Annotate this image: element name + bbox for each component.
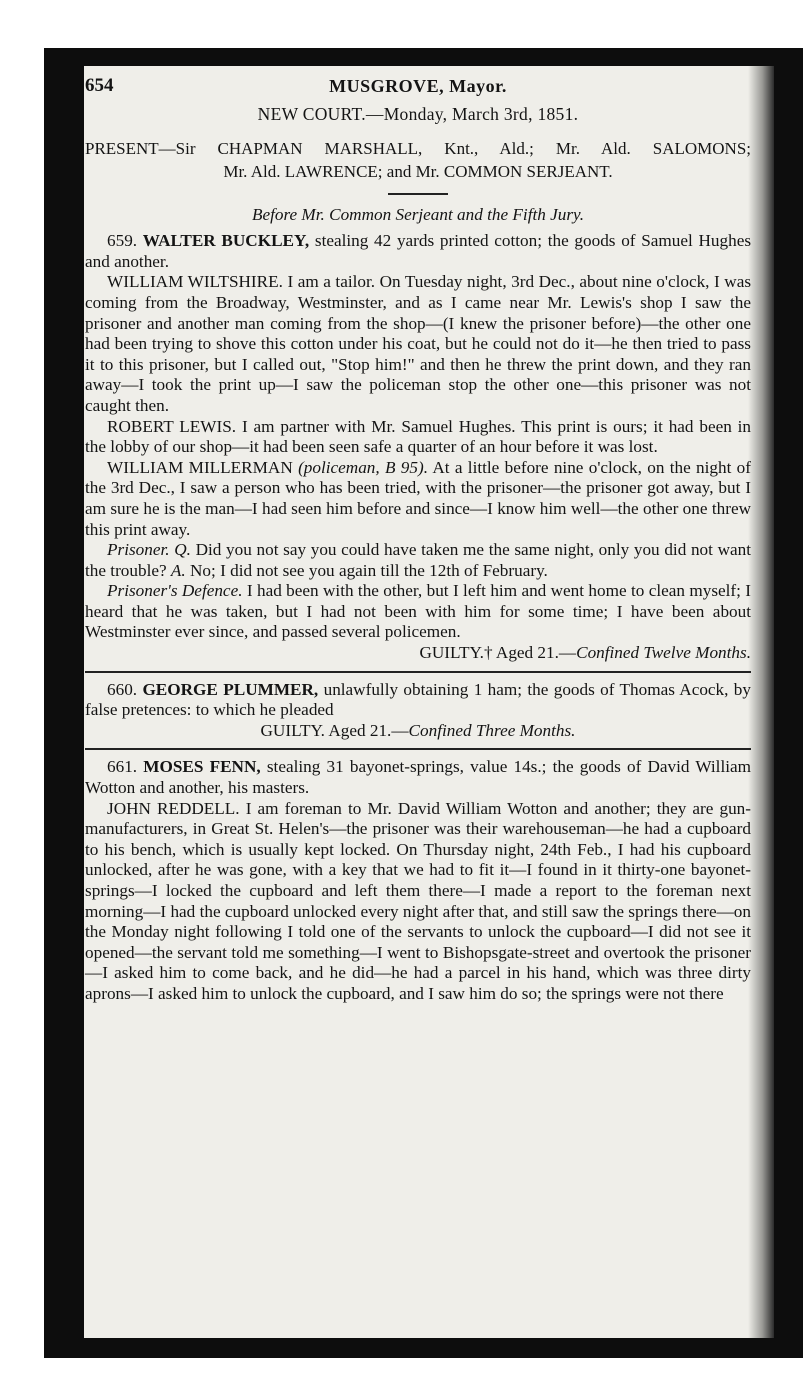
- court-heading: NEW COURT.—Monday, March 3rd, 1851.: [257, 104, 579, 124]
- sentence: Confined Three Months.: [408, 720, 576, 740]
- case-661-charge: stealing 31 bayonet-springs, value 14s.; the goods of David William Wotton and another, his masters.: [85, 757, 751, 798]
- verdict: GUILTY.: [260, 720, 325, 740]
- present-block: [85, 137, 751, 183]
- page-number: 654: [85, 75, 114, 96]
- case-661: [85, 757, 751, 1004]
- case-661-heading: [85, 757, 751, 798]
- page-gutter-shadow: [748, 66, 774, 1338]
- witness-testimony: I am a tailor. On Tuesday night, 3rd Dec., about nine o'clock, I was coming from the Broadway, Westminster, and as I came near Mr. Lewis's shop I saw the prisoner and another man coming from the shop—(I knew the prisoner before)—the other one had been trying to shove this cotton under his coat, but he could not do it—he then tried to pass it to this prisoner, but I called out, "Stop him!" and then he threw the print down, and they ran away—I took the print up—I saw the policeman stop the other one—this prisoner was not caught then.: [85, 272, 752, 415]
- section-rule: [388, 193, 448, 195]
- case-659-witness-1: [85, 272, 751, 416]
- question-text: Did you not say you could have taken me the same night, only you did not want the trouble?: [85, 540, 751, 580]
- defence-label: Prisoner's Defence.: [107, 581, 243, 601]
- witness-name: ROBERT LEWIS.: [107, 416, 237, 436]
- case-659-witness-3: [85, 458, 751, 540]
- witness-testimony: At a little before nine o'clock, on the night of the 3rd Dec., I saw a person who has been tried, with the prisoner—the prisoner got away, but I am sure he is the man—I had seen him before and since—I know him well—the other one threw this print away.: [85, 457, 751, 539]
- case-659-number: 659.: [107, 231, 138, 251]
- verdict: GUILTY.†: [419, 643, 493, 663]
- case-divider: [85, 748, 751, 750]
- prisoner-label: Prisoner.: [107, 540, 170, 560]
- answer-text: No; I did not see you again till the 12th of February.: [190, 560, 548, 580]
- case-659-cross-examination: [85, 540, 751, 581]
- case-659-verdict-line: [85, 643, 751, 664]
- case-659-defence: [85, 581, 751, 643]
- witness-testimony: I am partner with Mr. Samuel Hughes. This print is ours; it had been in the lobby of our shop—it had been seen safe a quarter of an hour before it was lost.: [85, 416, 752, 457]
- witness-role: (policeman, B 95).: [298, 457, 429, 477]
- case-659: [85, 231, 751, 663]
- case-659-heading: [85, 231, 751, 272]
- case-659-witness-2: [85, 417, 751, 458]
- case-661-witness-1: [85, 799, 751, 1005]
- present-line-1: PRESENT—Sir CHAPMAN MARSHALL, Knt., Ald.; Mr. Ald. SALOMONS;: [85, 138, 751, 158]
- witness-testimony: I am foreman to Mr. David William Wotton and another; they are gun-manufacturers, in Great St. Helen's—the prisoner was their warehouseman—he had a cupboard to his bench, which is usually kept locked. On Thursday night, 24th Feb., I had his cupboard unlocked, after he was gone, with a key that we had to fit it—I found in it thirty-one bayonet-springs—I locked the cupboard and left them there—I made a report to the foreman next morning—I had the cupboard unlocked every night after that, and still saw the springs there—on the Monday night following I told one of the servants to unlock the cupboard—I did not see it opened—the servant told me something—I went to Bishopsgate-street and overtook the prisoner—I asked him to come back, and he did—he had a parcel in his hand, which was three dirty aprons—I asked him to unlock the cupboard, and I saw him do so; the springs were not there: [85, 798, 751, 1003]
- age: Aged 21.—: [328, 720, 409, 740]
- case-660-number: 660.: [107, 679, 138, 699]
- witness-name: JOHN REDDELL.: [107, 798, 240, 818]
- sentence: Confined Twelve Months.: [576, 643, 751, 663]
- case-660-verdict-line: [85, 721, 751, 742]
- witness-name: WILLIAM WILTSHIRE.: [107, 272, 283, 292]
- age: Aged 21.—: [495, 643, 577, 663]
- defence-text: I had been with the other, but I left him and went home to clean myself; I heard that he was taken, but I had not been with him for some time; I have been about Westminster ever since, and passed several policemen.: [85, 581, 752, 642]
- case-660-name: GEORGE PLUMMER,: [142, 679, 319, 699]
- case-659-charge: stealing 42 yards printed cotton; the goods of Samuel Hughes and another.: [85, 231, 752, 271]
- case-divider: [85, 671, 751, 673]
- case-659-name: WALTER BUCKLEY,: [142, 231, 310, 251]
- question-label: Q.: [174, 540, 191, 560]
- case-660-heading: [85, 680, 751, 721]
- case-660: [85, 680, 751, 742]
- present-line-2: Mr. Ald. LAWRENCE; and Mr. COMMON SERJEANT.: [223, 161, 613, 181]
- running-head: [85, 70, 751, 100]
- case-660-charge: unlawfully obtaining 1 ham; the goods of Thomas Acock, by false pretences: to which he pleaded: [85, 679, 751, 720]
- answer-label: A.: [170, 560, 186, 580]
- running-title: MUSGROVE, Mayor.: [329, 76, 507, 96]
- witness-name: WILLIAM MILLERMAN: [107, 457, 293, 477]
- case-661-number: 661.: [107, 757, 138, 777]
- page-content: [85, 70, 751, 1005]
- case-661-name: MOSES FENN,: [143, 757, 261, 777]
- before-line: Before Mr. Common Serjeant and the Fifth Jury.: [251, 204, 585, 224]
